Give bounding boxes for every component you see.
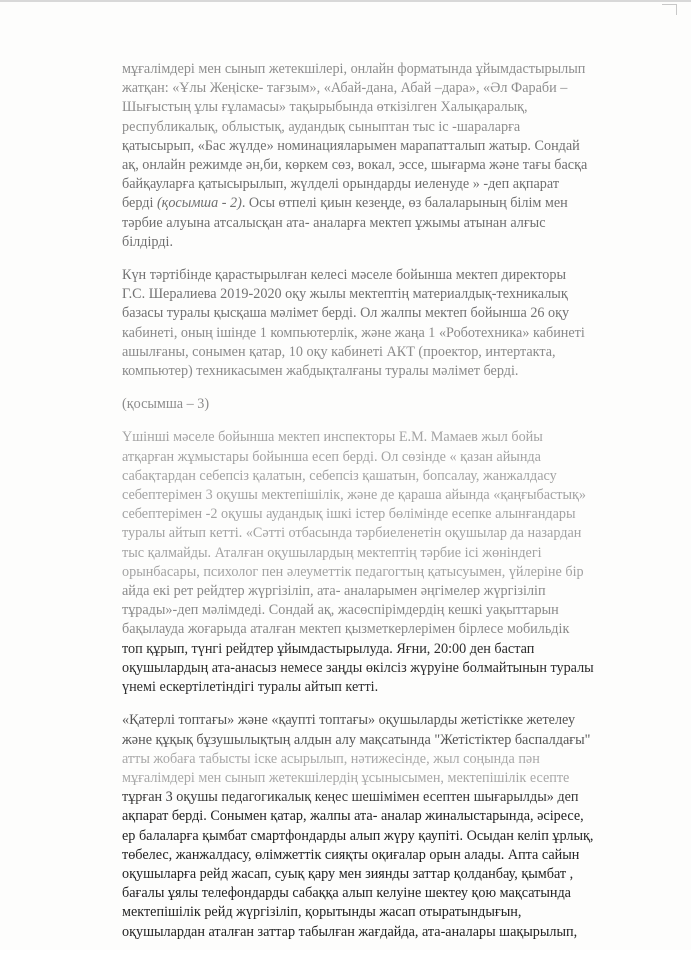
- text-line: оқушылардың ата-анасыз немесе заңды өкілсіз жүруіне болмайтынын туралы: [122, 659, 594, 676]
- paragraph-1: [122, 60, 658, 252]
- document-body: [122, 60, 658, 956]
- text-line: және құқық бұзушылықтың алдын алу мақсатында "Жетістіктер баспалдағы": [122, 731, 591, 748]
- text-line: ақ, онлайн режимде ән,би, көркем сөз, вокал, эссе, шығарма және тағы басқа: [122, 157, 588, 174]
- text-line: кабинеті, оның ішінде 1 компьютерлік, және жаңа 1 «Роботехника» кабинеті: [122, 324, 585, 341]
- text-line: туралы айтып кетті. «Сәтті отбасында тәрбиеленетін оқушылар да назардан: [122, 525, 582, 542]
- text-line: топ құрып, түнгі рейдтер ұйымдастырылуда. Яғни, 20:00 ден бастап: [122, 640, 535, 657]
- text-line: республикалық, облыстық, аудандық сыныптан тыс іс -шараларға: [122, 118, 521, 135]
- text-line: Шығыстың ұлы ғұламасы» тақырыбында өткізілген Халықаралық,: [122, 99, 528, 116]
- text-line: Г.С. Шералиева 2019-2020 оқу жылы мектептің материалдық-техникалық: [122, 286, 568, 303]
- text-line: базасы туралы қысқаша мәлімет берді. Ол жалпы мектеп бойынша 26 оқу: [122, 305, 570, 322]
- text-line: орынбасары, психолог пен әлеуметтік педагогтың қатысуымен, үйлеріне бір: [122, 563, 584, 580]
- text-line: ашылғаны, сонымен қатар, 10 оқу кабинеті АКТ (проектор, интертакта,: [122, 343, 556, 360]
- text-line: тыс қалмайды. Аталған оқушылардың мектептің тәрбие ісі жөніндегі: [122, 544, 542, 561]
- corner-mark: [662, 4, 677, 15]
- paragraph-3: [122, 395, 658, 414]
- text-line: білдірді.: [122, 233, 174, 250]
- paragraph-5: [122, 711, 658, 941]
- text-line: ер балаларға қымбат смартфондарды алып жүру қаупіті. Осыдан келіп ұрлық,: [122, 827, 594, 844]
- paragraph-2: [122, 266, 658, 381]
- text-line: себептерімен -2 оқушы аудандық ішкі істер бөлімінде есепке алынғандары: [122, 506, 576, 523]
- scan-edge-line: [0, 0, 691, 2]
- text-line: Үшінші мәселе бойынша мектеп инспекторы Е.М. Мамаев жыл бойы: [122, 429, 543, 446]
- text-line: мұғалімдері мен сынып жетекшілері, онлайн форматында ұйымдастырылып: [122, 61, 586, 77]
- text-line: компьютер) техникасымен жабдықталғаны туралы мәлімет берді.: [122, 363, 519, 380]
- text-line: берді (қосымша - 2). Осы өтпелі қиын кезеңде, өз балаларының білім мен: [122, 195, 568, 212]
- text-line: айда екі рет рейдтер жүргізіліп, ата- аналарымен әңгімелер жүргізіліп: [122, 583, 546, 600]
- text-line: Күн тәртібінде қарастырылған келесі мәселе бойынша мектеп директоры: [122, 267, 567, 284]
- text-line: қатысырып, «Бас жүлде» номинацияларымен марапатталып жатыр. Сондай: [122, 137, 580, 154]
- text-line: жатқан: «Ұлы Жеңіске- тағзым», «Абай-дана, Абай –дара», «Әл Фараби –: [122, 80, 568, 97]
- text-line: тұрған 3 оқушы педагогикалық кеңес шешімімен есептен шығарылды» деп: [122, 789, 579, 806]
- text-line: үнемі ескертілетіндігі туралы айтып кетті.: [122, 679, 379, 696]
- text-line: оқушыларға рейд жасап, суық қару мен зиянды заттар қолданбау, қымбат ,: [122, 865, 574, 882]
- text-line: оқушылардан аталған заттар табылған жағдайда, ата-аналары шақырылып,: [122, 923, 578, 940]
- text-line: бағалы ұялы телефондарды сабаққа алып келуіне шектеу қою мақсатында: [122, 885, 571, 902]
- text-line: тұрады»-деп мәлімдеді. Сондай ақ, жасөспірімдердің кешкі уақыттарын: [122, 602, 559, 619]
- text-line: байқауларға қатысырылып, жүлделі орындарды иеленуде » -деп ақпарат: [122, 176, 560, 193]
- text-line: атты жобаға табысты іске асырылып, нәтижесінде, жыл соңында пән: [122, 750, 540, 767]
- text-line: сабақтардан себепсіз қалатын, себепсіз қашатын, бопсалау, жанжалдасу: [122, 467, 557, 484]
- text-line: мұғалімдері мен сынып жетекшілердің ұсынысымен, мектепішілік есепте: [122, 769, 570, 786]
- text-line: тәрбие алуына атсалысқан ата- аналарға мектеп ұжымы атынан алғыс: [122, 214, 546, 231]
- text-line: атқарған жұмыстары бойынша есеп берді. Ол сөзінде « қазан айында: [122, 448, 541, 465]
- text-line: «Қатерлі топтағы» және «қаупті топтағы» оқушыларды жетістікке жетелеу: [122, 712, 576, 729]
- appendix-reference: (қосымша - 2): [156, 195, 242, 212]
- text-line: себептерімен 3 оқушы мектепішілік, және де қараша айында «қаңғыбастық»: [122, 487, 587, 504]
- paragraph-4: [122, 428, 658, 697]
- text-line: төбелес, жанжалдасу, өлімжеттік сияқты оқиғалар орын алады. Апта сайын: [122, 846, 580, 863]
- text-line: бақылауда жоғарыда аталған мектеп қызметкерлерімен бірлесе мобильдік: [122, 621, 570, 638]
- text-line: мектепішілік рейд жүргізіліп, қорытынды жасап отыратындығын,: [122, 904, 522, 921]
- text-line: ақпарат берді. Сонымен қатар, жалпы ата- аналар жиналыстарында, әсіресе,: [122, 808, 584, 825]
- text-line: (қосымша – 3): [122, 396, 210, 413]
